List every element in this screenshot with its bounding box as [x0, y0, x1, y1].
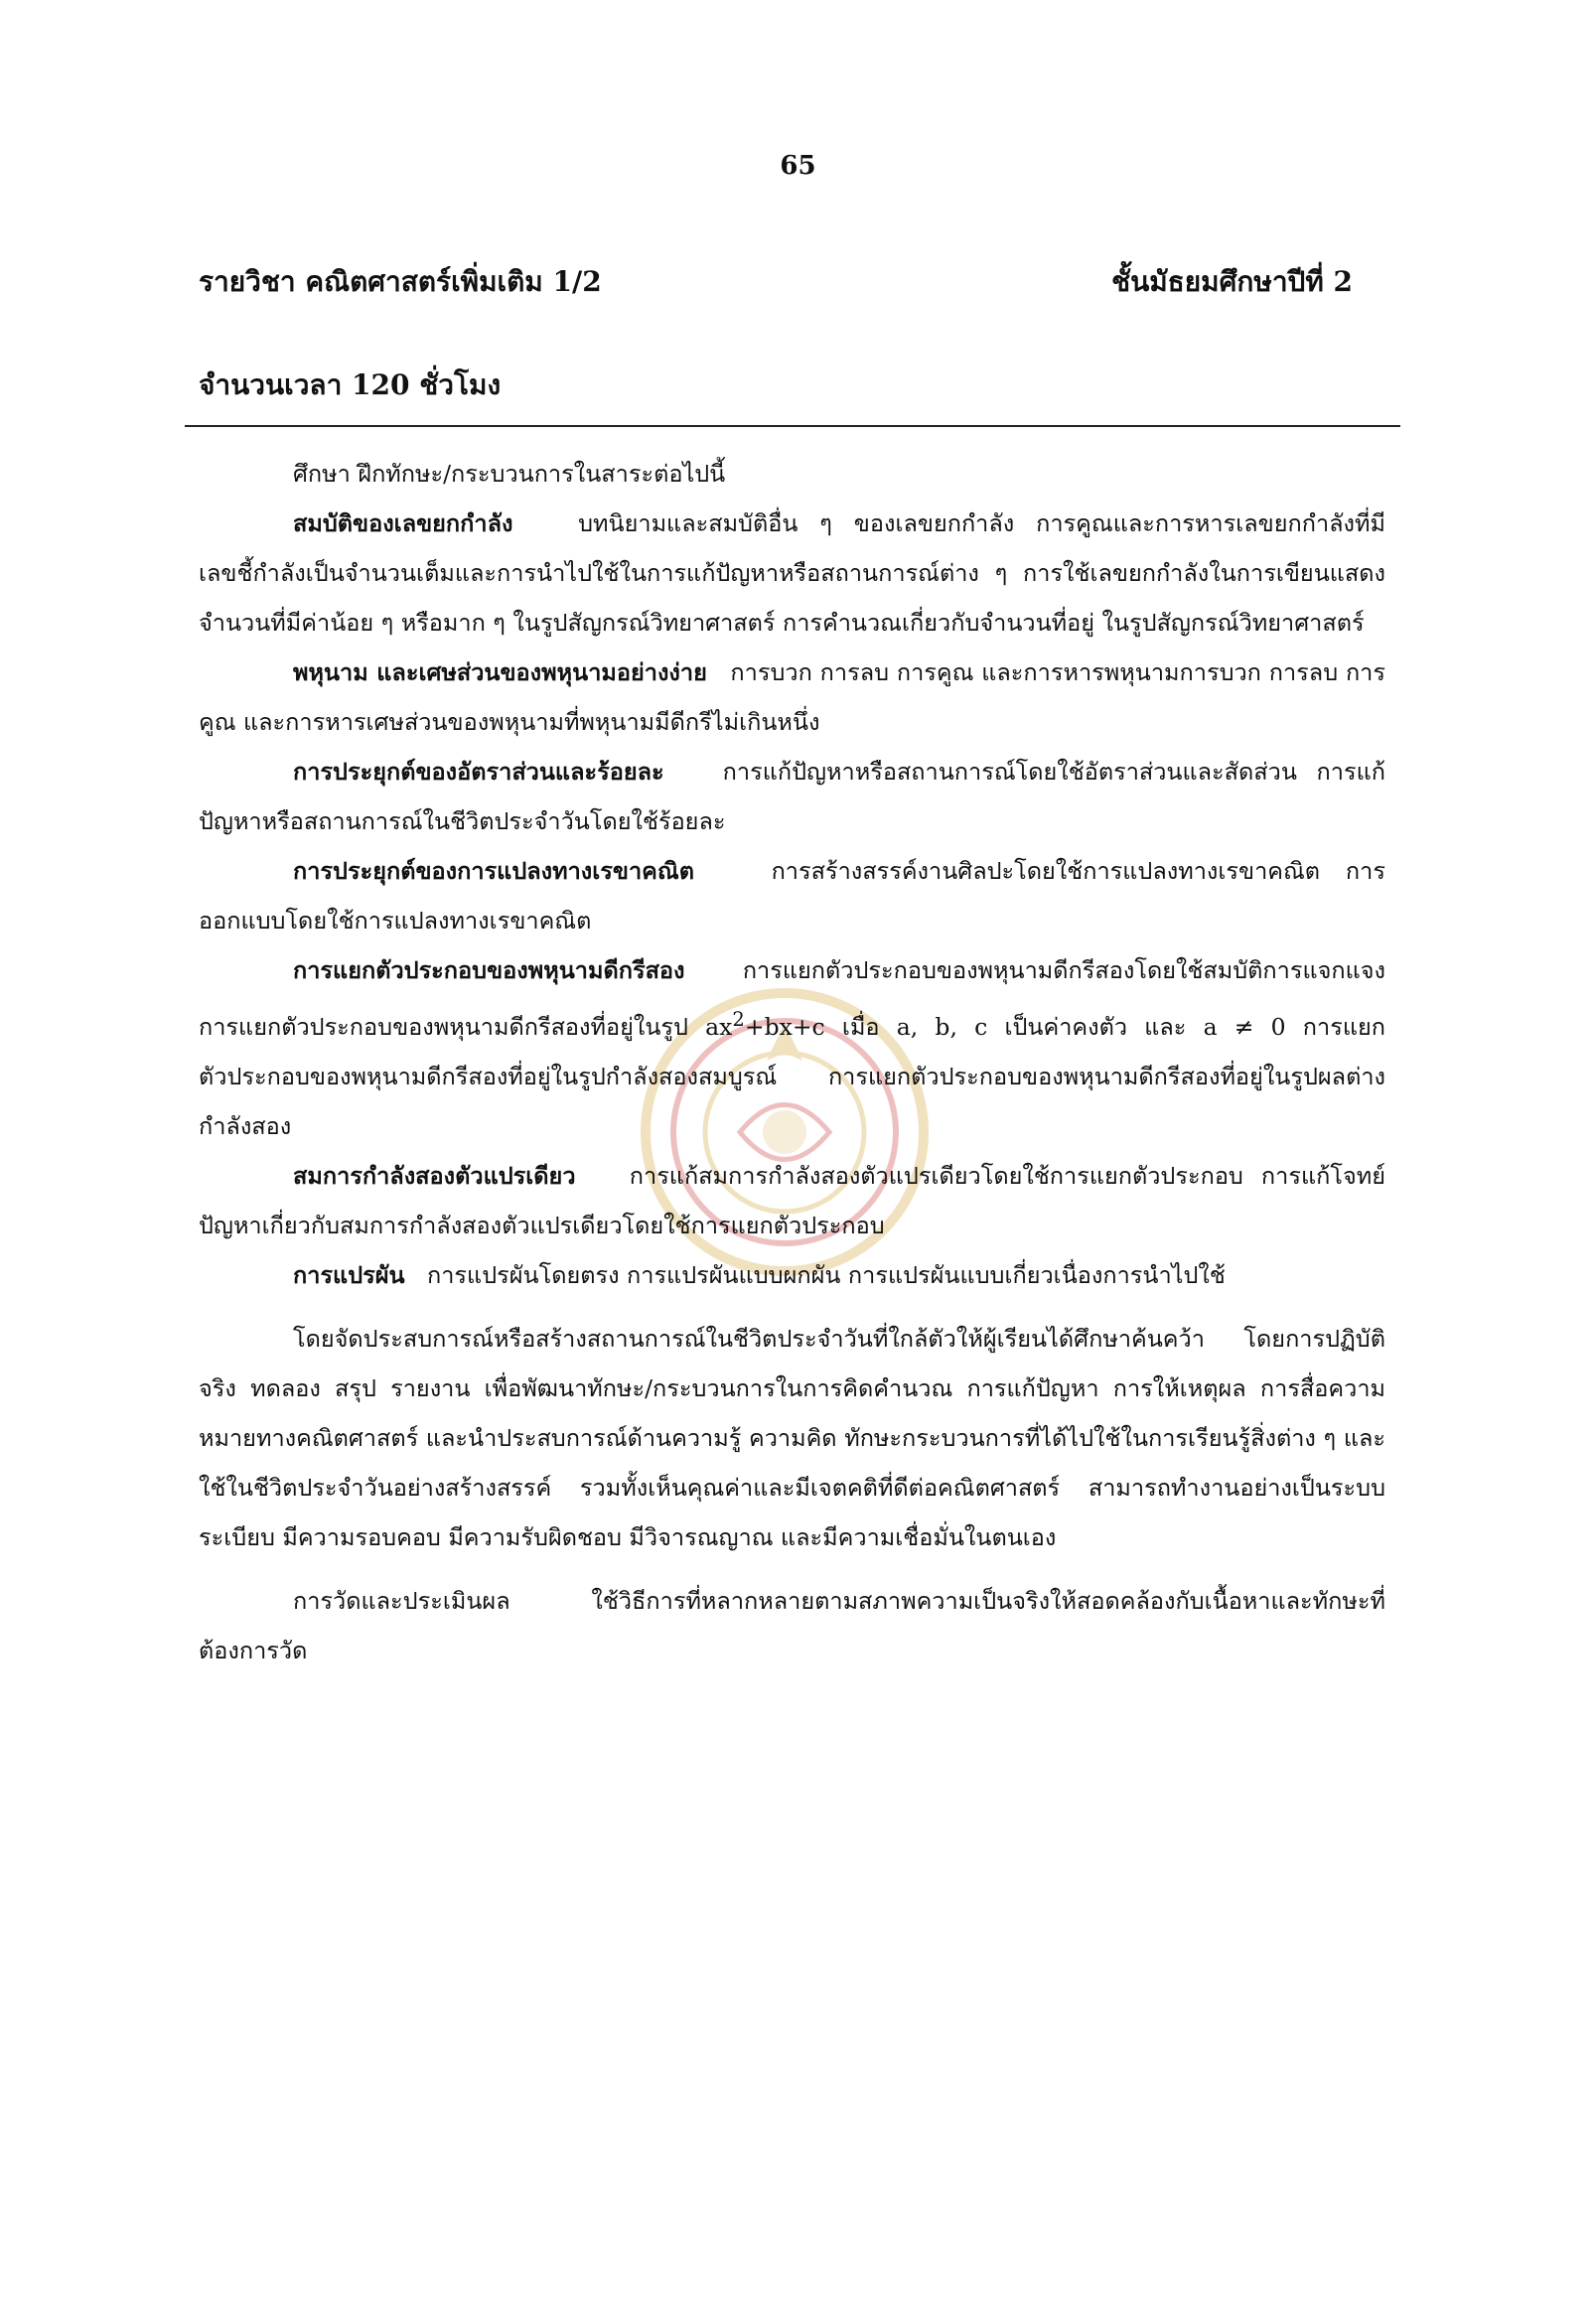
grade-level: ชั้นมัธยมศึกษาปีที่ 2	[1111, 265, 1353, 298]
evaluation-paragraph: การวัดและประเมินผล ใช้วิธีการที่หลากหลายตามสภาพความเป็นจริงให้สอดคล้องกับเนื้อหาและทักษะที่ต้องการวัด	[199, 1586, 1385, 1664]
expression-tail: +bx+c	[744, 1012, 825, 1041]
topic-factoring	[199, 945, 1385, 1151]
method-paragraph: โดยจัดประสบการณ์หรือสร้างสถานการณ์ในชีวิตประจำวันที่ใกล้ตัวให้ผู้เรียนได้ศึกษาค้นคว้า โดยการปฏิบัติจริง ทดลอง สรุป รายงาน เพื่อพัฒนาทักษะ/กระบวนการในการคิดคำนวณ การแก้ปัญหา การให้เหตุผล การสื่อความหมายทางคณิตศาสตร์ และนำประสบการณ์ด้านความรู้ ความคิด ทักษะกระบวนการที่ได้ไปใช้ในการเรียนรู้สิ่งต่าง ๆ และใช้ในชีวิตประจำวันอย่างสร้างสรรค์ รวมทั้งเห็นคุณค่าและมีเจตคติที่ดีต่อคณิตศาสตร์ สามารถทำงานอย่างเป็นระบบระเบียบ มีความรอบคอบ มีความรับผิดชอบ มีวิจารณญาณ และมีความเชื่อมั่นในตนเอง	[199, 1324, 1385, 1551]
topic-text: การแก้สมการกำลังสองตัวแปรเดียวโดยใช้การแยกตัวประกอบ การแก้โจทย์ปัญหาเกี่ยวกับสมการกำลังสองตัวแปรเดียวโดยใช้การแยกตัวประกอบ	[199, 1161, 1385, 1239]
course-hours: จำนวนเวลา 120 ชั่วโมง	[199, 368, 502, 401]
topic-heading: สมการกำลังสองตัวแปรเดียว	[293, 1161, 576, 1190]
topic-geometric-transformations	[199, 846, 1385, 945]
topic-ratio-percent	[199, 747, 1385, 846]
topic-text: การแก้ปัญหาหรือสถานการณ์โดยใช้อัตราส่วนและสัดส่วน การแก้ปัญหาหรือสถานการณ์ในชีวิตประจำวันโดยใช้ร้อยละ	[199, 758, 1385, 835]
expression-exponent: 2	[732, 1008, 745, 1031]
topic-text: การสร้างสรรค์งานศิลปะโดยใช้การแปลงทางเรขาคณิต การออกแบบโดยใช้การแปลงทางเรขาคณิต	[199, 857, 1385, 935]
topic-heading: การประยุกต์ของการแปลงทางเรขาคณิต	[293, 857, 694, 885]
course-title: รายวิชา คณิตศาสตร์เพิ่มเติม 1/2	[199, 265, 602, 298]
topic-text-continued: เมื่อ a, b, c เป็นค่าคงตัว และ a ≠ 0 การแยกตัวประกอบของพหุนามดีกรีสองที่อยู่ในรูปกำลังสองสมบูรณ์ การแยกตัวประกอบของพหุนามดีกรีสองที่อยู่ในรูปผลต่างกำลังสอง	[199, 1012, 1385, 1140]
topic-heading: การแปรผัน	[293, 1260, 405, 1289]
topic-text: การแปรผันโดยตรง การแปรผันแบบผกผัน การแปรผันแบบเกี่ยวเนื่องการนำไปใช้	[427, 1260, 1226, 1289]
topic-exponents	[199, 499, 1385, 648]
topic-quadratic-equations	[199, 1151, 1385, 1250]
topic-variation	[199, 1250, 1385, 1300]
topic-heading: สมบัติของเลขยกกำลัง	[293, 509, 513, 537]
page-number: 65	[780, 151, 816, 181]
topic-heading: พหุนาม และเศษส่วนของพหุนามอย่างง่าย	[293, 658, 707, 686]
topic-heading: การประยุกต์ของอัตราส่วนและร้อยละ	[293, 758, 664, 786]
header-divider	[185, 425, 1400, 427]
quadratic-expression	[705, 1008, 825, 1041]
topic-text: บทนิยามและสมบัติอื่น ๆ ของเลขยกกำลัง การคูณและการหารเลขยกกำลังที่มีเลขชี้กำลังเป็นจำนวนเต็มและการนำไปใช้ในการแก้ปัญหาหรือสถานการณ์ต่าง ๆ การใช้เลขยกกำลังในการเขียนแสดงจำนวนที่มีค่าน้อย ๆ หรือมาก ๆ ในรูปสัญกรณ์วิทยาศาสตร์ การคำนวณเกี่ยวกับจำนวนที่อยู่ ในรูปสัญกรณ์วิทยาศาสตร์	[199, 509, 1385, 637]
topic-polynomials	[199, 648, 1385, 747]
topic-text: การบวก การลบ การคูณ และการหารพหุนามการบวก การลบ การคูณ และการหารเศษส่วนของพหุนามที่พหุนามมีดีกรีไม่เกินหนึ่ง	[199, 658, 1385, 736]
expression-base: ax	[705, 1012, 733, 1041]
topic-heading: การแยกตัวประกอบของพหุนามดีกรีสอง	[293, 956, 685, 984]
course-description	[199, 449, 1385, 1675]
topic-text: การแยกตัวประกอบของพหุนามดีกรีสองโดยใช้สมบัติการแจกแจง การแยกตัวประกอบของพหุนามดีกรีสองที่อยู่ในรูป	[199, 956, 1385, 1041]
intro-line: ศึกษา ฝึกทักษะ/กระบวนการในสาระต่อไปนี้	[293, 460, 726, 488]
